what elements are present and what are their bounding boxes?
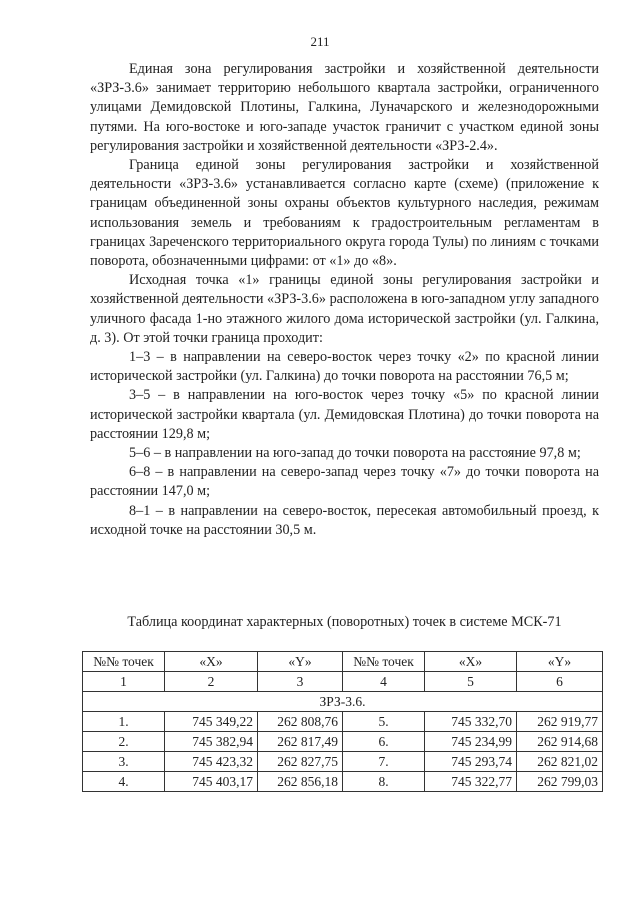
zone-label-cell: ЗРЗ-3.6. bbox=[83, 692, 603, 712]
header-cell: №№ точек bbox=[343, 652, 425, 672]
point-number-cell: 5. bbox=[343, 712, 425, 732]
header-cell: «X» bbox=[425, 652, 517, 672]
point-number-cell: 8. bbox=[343, 772, 425, 792]
x-coordinate-cell: 745 332,70 bbox=[425, 712, 517, 732]
x-coordinate-cell: 745 423,32 bbox=[165, 752, 258, 772]
x-coordinate-cell: 745 322,77 bbox=[425, 772, 517, 792]
table-row bbox=[83, 772, 603, 792]
column-number-cell: 1 bbox=[83, 672, 165, 692]
point-number-cell: 6. bbox=[343, 732, 425, 752]
table-row bbox=[83, 732, 603, 752]
point-number-cell: 2. bbox=[83, 732, 165, 752]
y-coordinate-cell: 262 808,76 bbox=[258, 712, 343, 732]
coordinates-table bbox=[82, 651, 603, 792]
paragraph-starting-point: Исходная точка «1» границы единой зоны регулирования застройки и хозяйственной деятельности «ЗРЗ-3.6» расположена в юго-западном углу западного уличного фасада 1-но этажного жилого дома исторической застройки (ул. Галкина, д. 3). От этой точки граница проходит: bbox=[90, 272, 599, 346]
point-number-cell: 4. bbox=[83, 772, 165, 792]
document-body bbox=[90, 60, 599, 540]
x-coordinate-cell: 745 349,22 bbox=[165, 712, 258, 732]
y-coordinate-cell: 262 856,18 bbox=[258, 772, 343, 792]
page-number: 211 bbox=[310, 34, 330, 49]
point-number-cell: 3. bbox=[83, 752, 165, 772]
point-number-cell: 7. bbox=[343, 752, 425, 772]
paragraph-segment-8-1: 8–1 – в направлении на северо-восток, пересекая автомобильный проезд, к исходной точке на расстоянии 30,5 м. bbox=[90, 502, 599, 538]
header-cell: «X» bbox=[165, 652, 258, 672]
table-header-row bbox=[83, 652, 603, 672]
header-cell: «Y» bbox=[517, 652, 603, 672]
table-zone-row bbox=[83, 692, 603, 712]
column-number-cell: 5 bbox=[425, 672, 517, 692]
y-coordinate-cell: 262 914,68 bbox=[517, 732, 603, 752]
x-coordinate-cell: 745 234,99 bbox=[425, 732, 517, 752]
table-row bbox=[83, 752, 603, 772]
paragraph-boundary-definition: Граница единой зоны регулирования застройки и хозяйственной деятельности «ЗРЗ-3.6» устанавливается согласно карте (схеме) (приложение к границам объединенной зоны охраны объектов культурного наследия, режимам использования земель и требованиям к градостроительным регламентам в границах Зареченского территориального округа города Тулы) по линиям с точками поворота, обозначенными цифрами: от «1» до «8». bbox=[90, 157, 599, 270]
paragraph-segment-3-5: 3–5 – в направлении на юго-восток через точку «5» по красной линии исторической застройки квартала (ул. Демидовская Плотина) до точки поворота на расстоянии 129,8 м; bbox=[90, 387, 599, 442]
paragraph-segment-1-3: 1–3 – в направлении на северо-восток через точку «2» по красной линии исторической застройки (ул. Галкина) до точки поворота на расстоянии 76,5 м; bbox=[90, 349, 599, 385]
column-number-cell: 3 bbox=[258, 672, 343, 692]
x-coordinate-cell: 745 293,74 bbox=[425, 752, 517, 772]
paragraph-segment-5-6: 5–6 – в направлении на юго-запад до точки поворота на расстояние 97,8 м; bbox=[129, 445, 581, 462]
header-cell: «Y» bbox=[258, 652, 343, 672]
column-number-cell: 2 bbox=[165, 672, 258, 692]
x-coordinate-cell: 745 382,94 bbox=[165, 732, 258, 752]
paragraph-zone-description: Единая зона регулирования застройки и хозяйственной деятельности «ЗРЗ-3.6» занимает территорию небольшого квартала застройки, ограниченного улицами Демидовской Плотины, Галкина, Луначарского и железнодорожными путями. На юго-востоке и юго-западе участок граничит с участком единой зоны регулирования застройки и хозяйственной деятельности «ЗРЗ-2.4». bbox=[90, 61, 599, 154]
column-number-cell: 4 bbox=[343, 672, 425, 692]
header-cell: №№ точек bbox=[83, 652, 165, 672]
table-column-numbers-row bbox=[83, 672, 603, 692]
x-coordinate-cell: 745 403,17 bbox=[165, 772, 258, 792]
y-coordinate-cell: 262 821,02 bbox=[517, 752, 603, 772]
column-number-cell: 6 bbox=[517, 672, 603, 692]
y-coordinate-cell: 262 827,75 bbox=[258, 752, 343, 772]
table-row bbox=[83, 712, 603, 732]
y-coordinate-cell: 262 919,77 bbox=[517, 712, 603, 732]
y-coordinate-cell: 262 817,49 bbox=[258, 732, 343, 752]
table-caption: Таблица координат характерных (поворотных) точек в системе МСК-71 bbox=[127, 614, 562, 630]
paragraph-segment-6-8: 6–8 – в направлении на северо-запад через точку «7» до точки поворота на расстоянии 147,0 м; bbox=[90, 464, 599, 500]
y-coordinate-cell: 262 799,03 bbox=[517, 772, 603, 792]
point-number-cell: 1. bbox=[83, 712, 165, 732]
